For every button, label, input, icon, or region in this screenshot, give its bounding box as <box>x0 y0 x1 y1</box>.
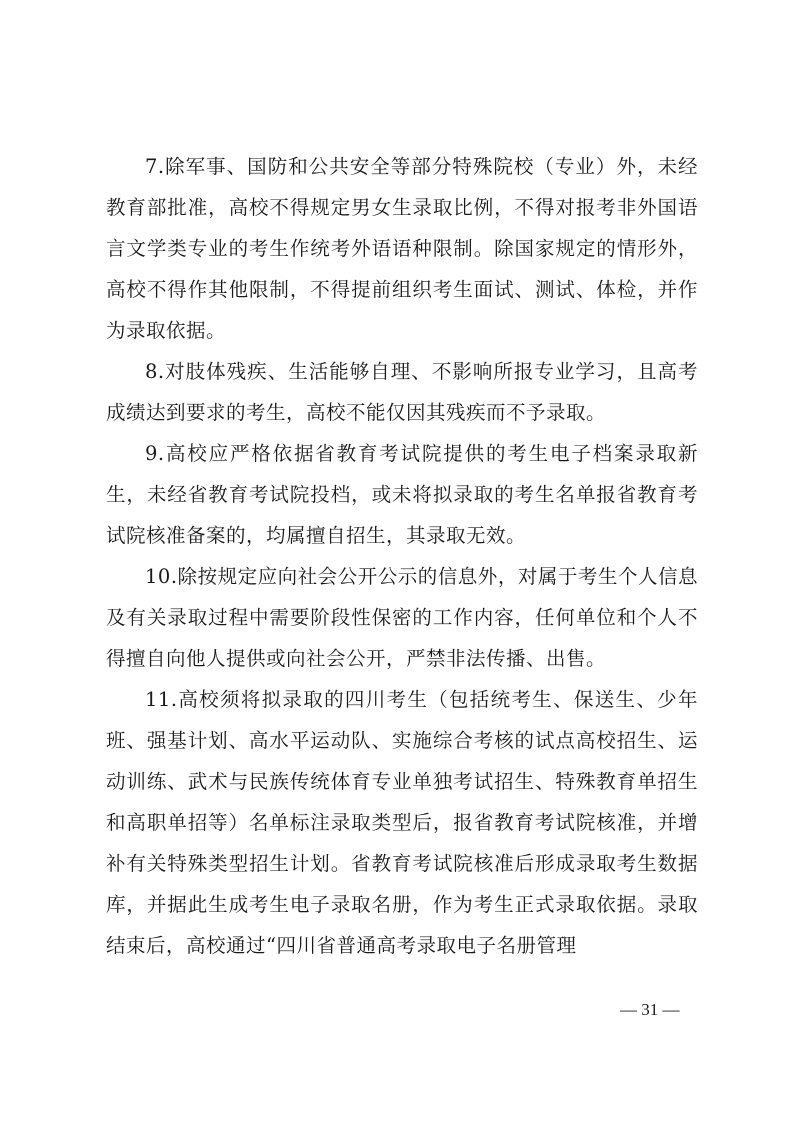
paragraph-item-10: 10.除按规定应向社会公开公示的信息外，对属于考生个人信息及有关录取过程中需要阶段性保密的工作内容，任何单位和个人不得擅自向他人提供或向社会公开，严禁非法传播、出售。 <box>106 565 698 670</box>
paragraph-item-9: 9.高校应严格依据省教育考试院提供的考生电子档案录取新生，未经省教育考试院投档，或未将拟录取的考生名单报省教育考试院核准备案的，均属擅自招生，其录取无效。 <box>106 442 698 547</box>
paragraph-item-8: 8.对肢体残疾、生活能够自理、不影响所报专业学习，且高考成绩达到要求的考生，高校不能仅因其残疾而不予录取。 <box>106 360 698 424</box>
paragraph-item-7: 7.除军事、国防和公共安全等部分特殊院校（专业）外，未经教育部批准，高校不得规定男女生录取比例，不得对报考非外国语言文学类专业的考生作统考外语语种限制。除国家规定的情形外，高校不得作其他限制，不得提前组织考生面试、测试、体检，并作为录取依据。 <box>106 155 698 342</box>
document-body <box>106 146 698 966</box>
paragraph-item-11: 11.高校须将拟录取的四川考生（包括统考生、保送生、少年班、强基计划、高水平运动队、实施综合考核的试点高校招生、运动训练、武术与民族传统体育专业单独考试招生、特殊教育单招生和高职单招等）名单标注录取类型后，报省教育考试院核准，并增补有关特殊类型招生计划。省教育考试院核准后形成录取考生数据库，并据此生成考生电子录取名册，作为考生正式录取依据。录取结束后，高校通过“四川省普通高考录取电子名册管理 <box>106 688 698 957</box>
page-number: — 31 — <box>620 1000 680 1019</box>
